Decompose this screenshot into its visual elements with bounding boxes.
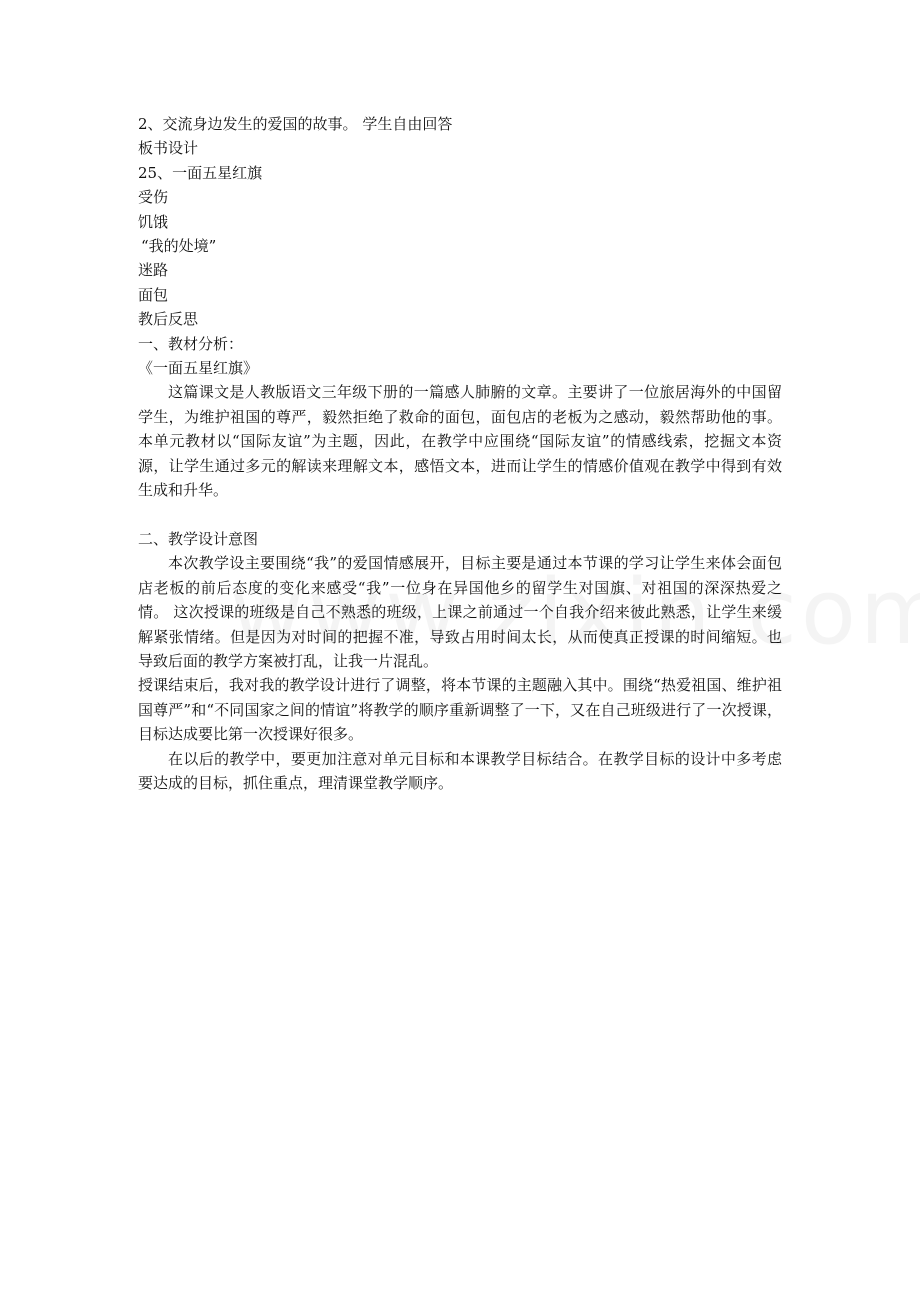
document-page: [138, 112, 782, 795]
lesson-title: 25、一面五星红旗: [138, 163, 263, 182]
paragraph-analysis: 这篇课文是人教版语文三年级下册的一篇感人肺腑的文章。主要讲了一位旅居海外的中国留学生，为维护祖国的尊严，毅然拒绝了救命的面包，面包店的老板为之感动，毅然帮助他的事。本单元教材以“国际友谊”为主题，因此，在教学中应围绕“国际友谊”的情感线索，挖掘文本资源，让学生通过多元的解读来理解文本，感悟文本，进而让学生的情感价值观在教学中得到有效生成和升华。: [138, 383, 782, 500]
text-line-activity: 2、交流身边发生的爱国的故事。 学生自由回答: [138, 115, 453, 133]
board-design-heading: 板书设计: [138, 139, 199, 158]
section-heading-analysis: 一、教材分析：: [138, 334, 244, 353]
blank-line: [138, 503, 782, 527]
paragraph-design: 本次教学设主要围绕“我”的爱国情感展开，目标主要是通过本节课的学习让学生来体会面包店老板的前后态度的变化来感受“我”一位身在异国他乡的留学生对国旗、对祖国的深深热爱之情。 这次授课的班级是自己不熟悉的班级，上课之前通过一个自我介绍来彼此熟悉，让学生来缓解紧张情绪。但是因为对时间的把握不准，导致占用时间太长，从而使真正授课的时间缩短。也导致后面的教学方案被打乱，让我一片混乱。: [138, 554, 782, 670]
board-item-lost: 迷路: [138, 261, 169, 280]
section-heading-design: 二、教学设计意图: [138, 529, 259, 548]
book-title: 《一面五星红旗》: [138, 359, 259, 378]
paragraph-after-lesson: 授课结束后，我对我的教学设计进行了调整，将本节课的主题融入其中。围绕“热爱祖国、维护祖国尊严”和“不同国家之间的情谊”将教学的顺序重新调整了一下，又在自己班级进行了一次授课，目标达成要比第一次授课好很多。: [138, 676, 782, 744]
reflection-heading: 教后反思: [138, 310, 199, 329]
paragraph-future: 在以后的教学中，要更加注意对单元目标和本课教学目标结合。在教学目标的设计中多考虑要达成的目标，抓住重点，理清课堂教学顺序。: [138, 749, 782, 792]
board-item-situation: “我的处境”: [141, 237, 217, 256]
board-item-injured: 受伤: [138, 188, 169, 207]
board-item-bread: 面包: [138, 285, 169, 304]
board-item-hunger: 饥饿: [138, 212, 169, 231]
